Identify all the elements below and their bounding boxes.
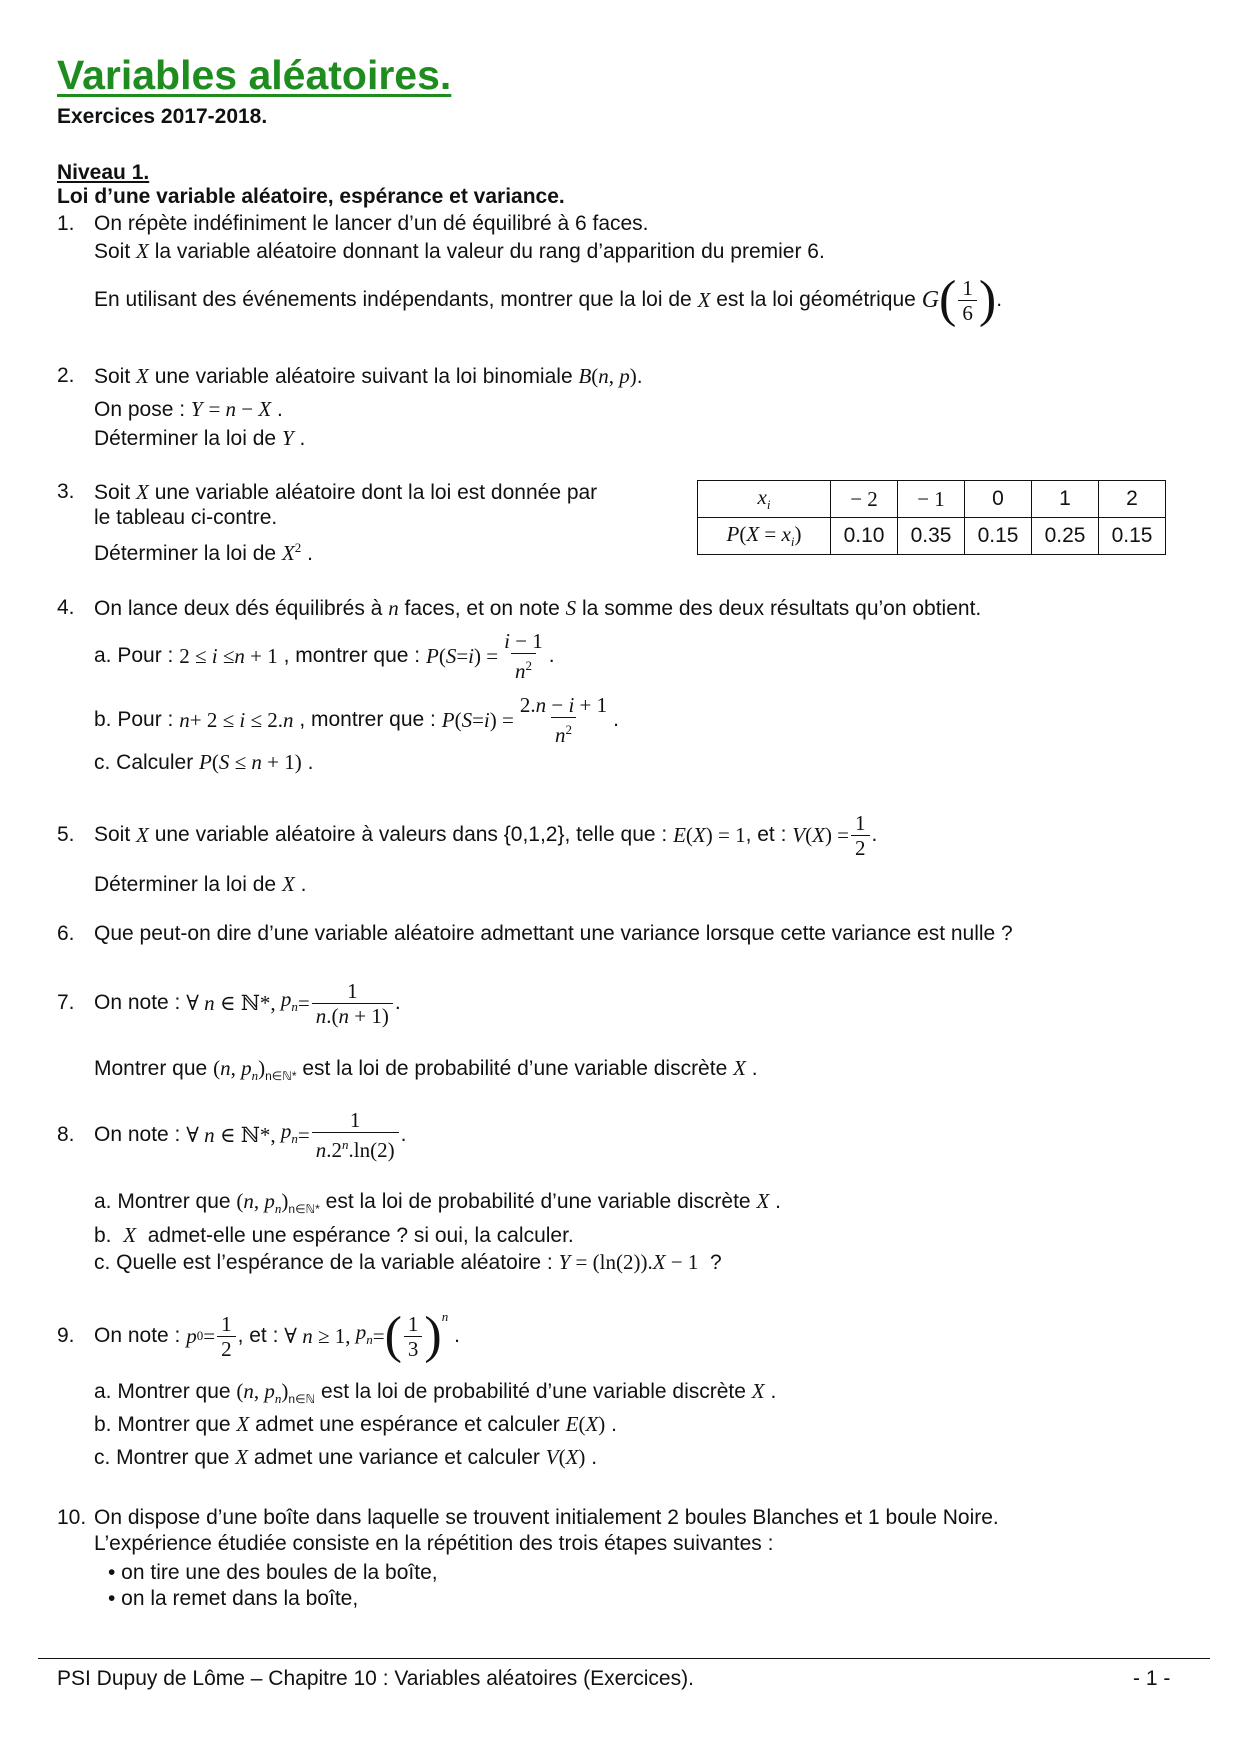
table-cell: 2: [1099, 481, 1166, 518]
ex2-number: 2.: [57, 364, 75, 387]
ex9-part-a: a. Montrer que (n, $p_n)_{n\in ℕ}$ est la loi de probabilité d’une variable discrète X .: [94, 1379, 777, 1407]
ex8-line1: On note : ∀ n ∈ ℕ*, $p_n$ = $\frac{1}{n.2^n.\ln(2)}$ .: [94, 1108, 407, 1162]
footer-divider: [38, 1658, 1210, 1659]
table-cell: − 1: [898, 481, 965, 518]
ex8-part-a: a. Montrer que (n, $p_n)_{n\in ℕ*}$ est la loi de probabilité d’une variable discrète X .: [94, 1189, 781, 1217]
ex7-line1: On note : ∀ n ∈ ℕ*, $p_n$ = $\frac{1}{n.(n + 1)}$ .: [94, 978, 401, 1028]
table-header-xi: $x_i$: [698, 481, 831, 518]
table-cell: − 2: [831, 481, 898, 518]
table-header-p: $P(X = x_i)$: [698, 518, 831, 555]
ex1-line2: Soit X la variable aléatoire donnant la valeur du rang d’apparition du premier 6.: [94, 239, 825, 263]
ex8-number: 8.: [57, 1123, 75, 1146]
table-cell: 0.15: [965, 518, 1032, 555]
ex4-part-a: a. Pour : 2 ≤ i ≤ n + 1 , montrer que : P ( S = i ) = $\frac{i - 1}{n^2}$ .: [94, 629, 555, 683]
ex1-line1: On répète indéfiniment le lancer d’un dé équilibré à 6 faces.: [94, 212, 649, 235]
probability-table: [697, 480, 1166, 555]
table-cell: 0.10: [831, 518, 898, 555]
ex3-line2: le tableau ci-contre.: [94, 506, 278, 529]
ex7-number: 7.: [57, 991, 75, 1014]
ex1-line3: En utilisant des événements indépendants, montrer que la loi de X est la loi géométrique G ( $\frac{1}{6}$ ) .: [94, 271, 1003, 328]
ex5-line2: Déterminer la loi de X .: [94, 872, 307, 896]
niveau-heading: Niveau 1.: [57, 161, 150, 184]
ex6-number: 6.: [57, 922, 75, 945]
ex10-bullet-2: • on la remet dans la boîte,: [108, 1587, 359, 1610]
ex2-line3: Déterminer la loi de Y .: [94, 426, 306, 450]
ex9-number: 9.: [57, 1324, 75, 1347]
ex6-line1: Que peut-on dire d’une variable aléatoire admettant une variance lorsque cette variance est nulle ?: [94, 922, 1013, 945]
ex4-part-b: b. Pour : n + 2 ≤ i ≤ 2. n , montrer que : P ( S = i ) = $\frac{2.n - i + 1}{n^2}$ .: [94, 693, 619, 747]
page-number: - 1 -: [1133, 1667, 1171, 1690]
table-cell: 1: [1032, 481, 1099, 518]
ex3-line3: Déterminer la loi de $X^2$ .: [94, 540, 313, 565]
ex9-part-b: b. Montrer que X admet une espérance et calculer E(X) .: [94, 1412, 617, 1436]
ex1-number: 1.: [57, 212, 75, 235]
ex10-line2: L’expérience étudiée consiste en la répétition des trois étapes suivantes :: [94, 1532, 774, 1555]
table-row-values: [698, 481, 1166, 518]
ex9-line1: On note : p 0 = $\frac{1}{2}$ , et : ∀ n ≥ 1, $p_n$ = ( $\frac{1}{3}$ ) $^n$ .: [94, 1307, 460, 1364]
ex9-part-c: c. Montrer que X admet une variance et calculer V(X) .: [94, 1445, 598, 1469]
ex10-bullet-1: • on tire une des boules de la boîte,: [108, 1561, 438, 1584]
table-cell: 0.15: [1099, 518, 1166, 555]
ex3-number: 3.: [57, 480, 75, 503]
page-subtitle: Exercices 2017-2018.: [57, 105, 268, 128]
table-cell: 0.35: [898, 518, 965, 555]
ex2-line1: Soit X une variable aléatoire suivant la loi binomiale B(n, p).: [94, 364, 643, 388]
footer-text: PSI Dupuy de Lôme – Chapitre 10 : Variables aléatoires (Exercices).: [57, 1667, 694, 1690]
ex4-line1: On lance deux dés équilibrés à n faces, et on note S la somme des deux résultats qu’on obtient.: [94, 596, 982, 620]
section-heading: Loi d’une variable aléatoire, espérance et variance.: [57, 185, 565, 208]
ex5-number: 5.: [57, 823, 75, 846]
table-cell: 0.25: [1032, 518, 1099, 555]
ex5-line1: Soit X une variable aléatoire à valeurs dans {0,1,2}, telle que : E ( X ) = 1 , et : V ( X ) = $\frac{1}{2}$ .: [94, 810, 878, 860]
page-title: Variables aléatoires.: [57, 52, 452, 98]
ex8-part-c: c. Quelle est l’espérance de la variable aléatoire : Y = (ln(2)).X − 1 ?: [94, 1250, 722, 1274]
ex10-line1: On dispose d’une boîte dans laquelle se trouvent initialement 2 boules Blanches et 1 boule Noire.: [94, 1506, 999, 1529]
ex2-line2: On pose : Y = n − X .: [94, 397, 283, 421]
ex4-number: 4.: [57, 596, 75, 619]
table-row-probabilities: [698, 518, 1166, 555]
ex10-number: 10.: [57, 1506, 87, 1529]
table-cell: 0: [965, 481, 1032, 518]
ex4-part-c: c. Calculer P(S ≤ n + 1) .: [94, 750, 314, 774]
ex8-part-b: b. X admet-elle une espérance ? si oui, la calculer.: [94, 1223, 574, 1247]
ex3-line1: Soit X une variable aléatoire dont la loi est donnée par: [94, 480, 598, 504]
ex7-line2: Montrer que (n, $p_n)_{n\in ℕ*}$ est la loi de probabilité d’une variable discrète X .: [94, 1056, 758, 1084]
